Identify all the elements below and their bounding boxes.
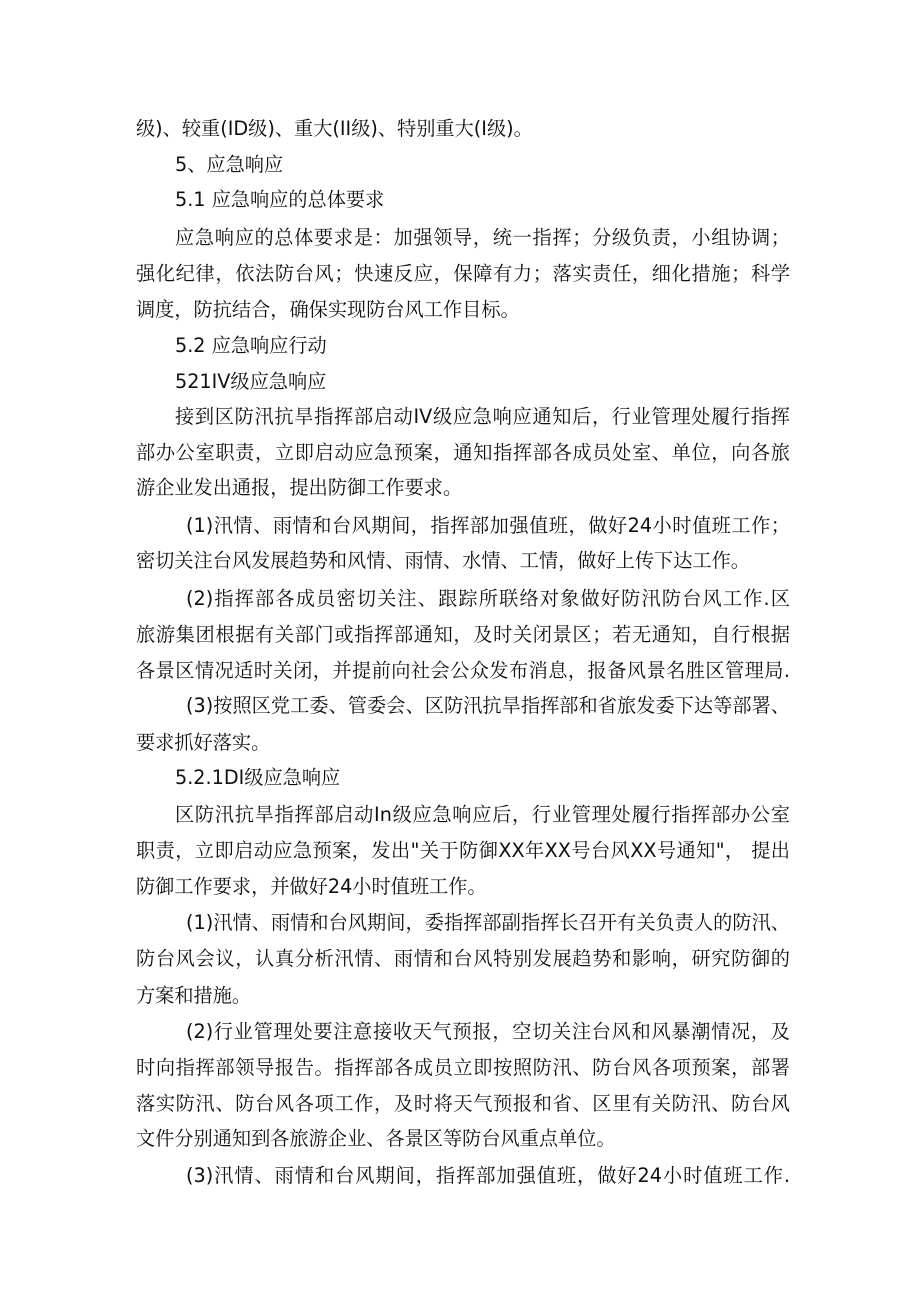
subsection-heading: 521IV级应急响应	[175, 370, 327, 393]
text-line: 调度，防抗结合，确保实现防台风工作目标。	[136, 298, 520, 321]
subsection-heading: 5.2 应急响应行动	[175, 334, 327, 357]
text-line: (1)汛情、雨情和台风期间，委指挥部副指挥长召开有关负责人的防汛、	[186, 911, 790, 934]
text-line: 方案和措施。	[136, 984, 252, 1007]
text-line: (3)汛情、雨情和台风期间，指挥部加强值班，做好24小时值班工作.	[186, 1164, 790, 1187]
text-line: 应急响应的总体要求是：加强领导，统一指挥；分级负责，小组协调；	[175, 226, 790, 249]
text-line: 部办公室职责，立即启动应急预案，通知指挥部各成员处室、单位，向各旅	[136, 441, 790, 464]
text-line: (2)行业管理处要注意接收天气预报，空切关注台风和风暴潮情况，及	[186, 1020, 790, 1043]
text-line: 游企业发出通报，提出防御工作要求。	[136, 476, 463, 499]
text-line: 旅游集团根据有关部门或指挥部通知，及时关闭景区；若无通知，自行根据	[136, 623, 790, 646]
text-line: 防台风会议，认真分析汛情、雨情和台风特别发展趋势和影响，研究防御的	[136, 947, 790, 970]
text-line: 强化纪律，依法防台风；快速反应，保障有力；落实责任，细化措施；科学	[136, 262, 790, 285]
text-line: 接到区防汛抗旱指挥部启动IV级应急响应通知后，行业管理处履行指挥	[175, 405, 790, 428]
text-line: 职责，立即启动应急预案，发出"关于防御XX年XX号台风XX号通知"， 提出	[136, 839, 790, 862]
text-line: 落实防汛、防台风各项工作，及时将天气预报和省、区里有关防汛、防台风	[136, 1092, 790, 1115]
text-line: 文件分别通知到各旅游企业、各景区等防台风重点单位。	[136, 1127, 616, 1150]
text-line: 防御工作要求，并做好24小时值班工作。	[136, 875, 487, 898]
text-line: (1)汛情、雨情和台风期间，指挥部加强值班，做好24小时值班工作；	[186, 514, 790, 537]
text-line: 级)、较重(ID级)、重大(II级)、特别重大(I级)。	[136, 117, 533, 140]
text-line: (2)指挥部各成员密切关注、跟踪所联络对象做好防汛防台风工作.区	[186, 587, 790, 610]
text-line: 要求抓好落实。	[136, 731, 271, 754]
subsection-heading: 5.1 应急响应的总体要求	[175, 188, 385, 211]
section-heading: 5、应急响应	[175, 153, 284, 176]
subsection-heading: 5.2.1DI级应急响应	[175, 766, 341, 789]
text-line: 时向指挥部领导报告。指挥部各成员立即按照防汛、防台风各项预案，部署	[136, 1056, 790, 1079]
text-line: 各景区情况适时关闭，并提前向社会公众发布消息，报备风景名胜区管理局.	[136, 659, 790, 682]
text-line: (3)按照区党工委、管委会、区防汛抗旱指挥部和省旅发委下达等部署、	[186, 694, 790, 717]
text-line: 密切关注台风发展趋势和风情、雨情、水情、工情，做好上传下达工作。	[136, 549, 750, 572]
text-line: 区防汛抗旱指挥部启动In级应急响应后，行业管理处履行指挥部办公室	[175, 803, 790, 826]
